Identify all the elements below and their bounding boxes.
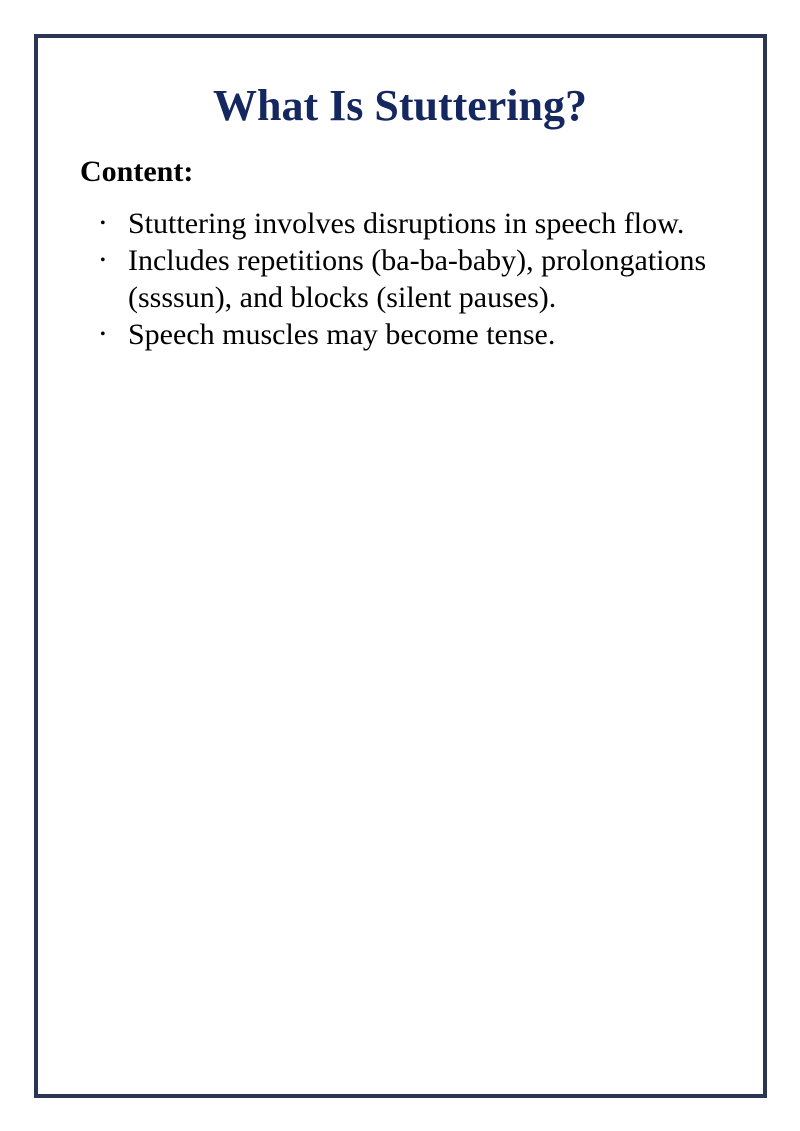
list-item <box>100 205 708 242</box>
list-item <box>100 242 708 316</box>
bullet-icon: • <box>100 252 106 269</box>
bullet-icon: • <box>100 326 106 343</box>
page-border <box>34 34 767 1098</box>
bullet-icon: • <box>100 215 106 232</box>
list-item <box>100 316 708 353</box>
bullet-list <box>100 205 708 353</box>
list-item-text: Includes repetitions (ba-ba-baby), prolongations (ssssun), and blocks (silent pauses). <box>128 244 707 314</box>
section-heading: Content: <box>80 155 194 188</box>
list-item-text: Stuttering involves disruptions in speech flow. <box>128 207 685 240</box>
list-item-text: Speech muscles may become tense. <box>128 318 556 351</box>
page-title: What Is Stuttering? <box>212 81 588 130</box>
